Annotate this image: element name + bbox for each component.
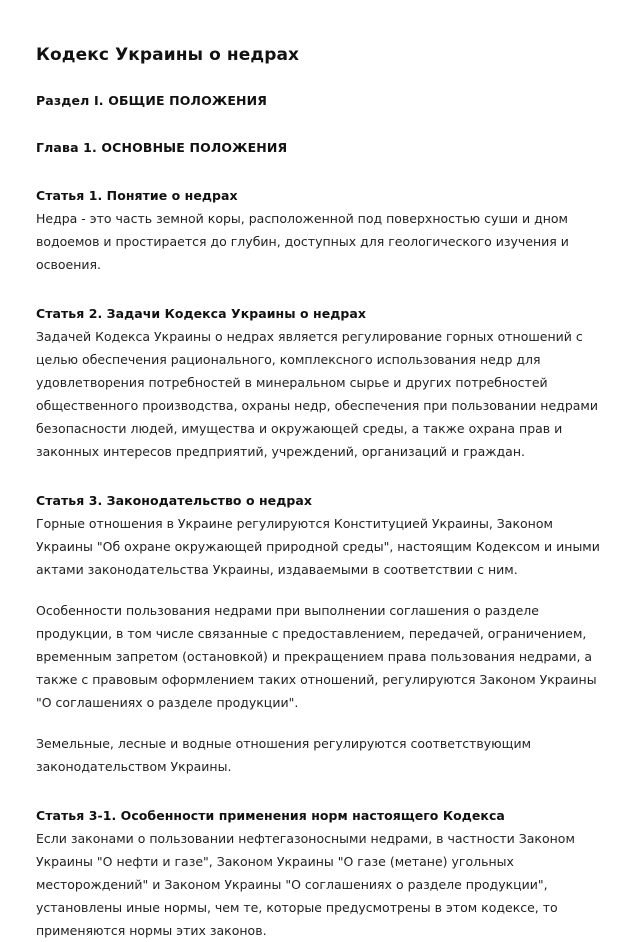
article-spacer [36,481,606,489]
article-spacer [36,796,606,804]
article-heading: Статья 3. Законодательство о недрах [36,493,312,508]
chapter-heading: Глава 1. ОСНОВНЫЕ ПОЛОЖЕНИЯ [36,140,288,155]
article-paragraph: Земельные, лесные и водные отношения регулируются соответствующим законодательством Украины. [36,736,532,774]
article-heading: Статья 3-1. Особенности применения норм настоящего Кодекса [36,808,505,823]
article-heading: Статья 1. Понятие о недрах [36,188,238,203]
article-paragraph: Горные отношения в Украине регулируются Конституцией Украины, Законом Украины "Об охране окружающей природной среды", настоящим Кодексом и иными актами законодательства Украины, издаваемыми в соответствии с ним. [36,516,600,577]
article-paragraph: Особенности пользования недрами при выполнении соглашения о разделе продукции, в том числе связанные с предоставлением, передачей, ограничением, временным запретом (остановкой) и прекращением права пользования недрами, а также с правовым оформлением таких отношений, регулируются Законом Украины "О соглашениях о разделе продукции". [36,603,597,710]
article-1 [36,184,606,276]
article-spacer [36,294,606,302]
section-heading: Раздел I. ОБЩИЕ ПОЛОЖЕНИЯ [36,93,268,108]
article-paragraph: Недра - это часть земной коры, расположенной под поверхностью суши и дном водоемов и простирается до глубин, доступных для геологического изучения и освоения. [36,211,569,272]
article-paragraph: Задачей Кодекса Украины о недрах является регулирование горных отношений с целью обеспечения рационального, комплексного использования недр для удовлетворения потребностей в минеральном сырье и других потребностей общественного производства, охраны недр, обеспечения при пользовании недрами безопасности людей, имущества и окружающей среды, а также охрана прав и законных интересов предприятий, учреждений, организаций и граждан. [36,329,598,459]
page-title: Кодекс Украины о недрах [36,45,300,65]
article-2 [36,302,606,463]
article-3 [36,489,606,778]
article-paragraph: Если законами о пользовании нефтегазоносными недрами, в частности Законом Украины "О нефти и газе", Законом Украины "О газе (метане) угольных месторождений" и Законом Украины "О соглашениях о разделе продукции", установлены иные нормы, чем те, которые предусмотрены в этом кодексе, то применяются нормы этих законов. [36,831,575,938]
article-heading: Статья 2. Задачи Кодекса Украины о недрах [36,306,366,321]
article-3-1 [36,804,606,942]
